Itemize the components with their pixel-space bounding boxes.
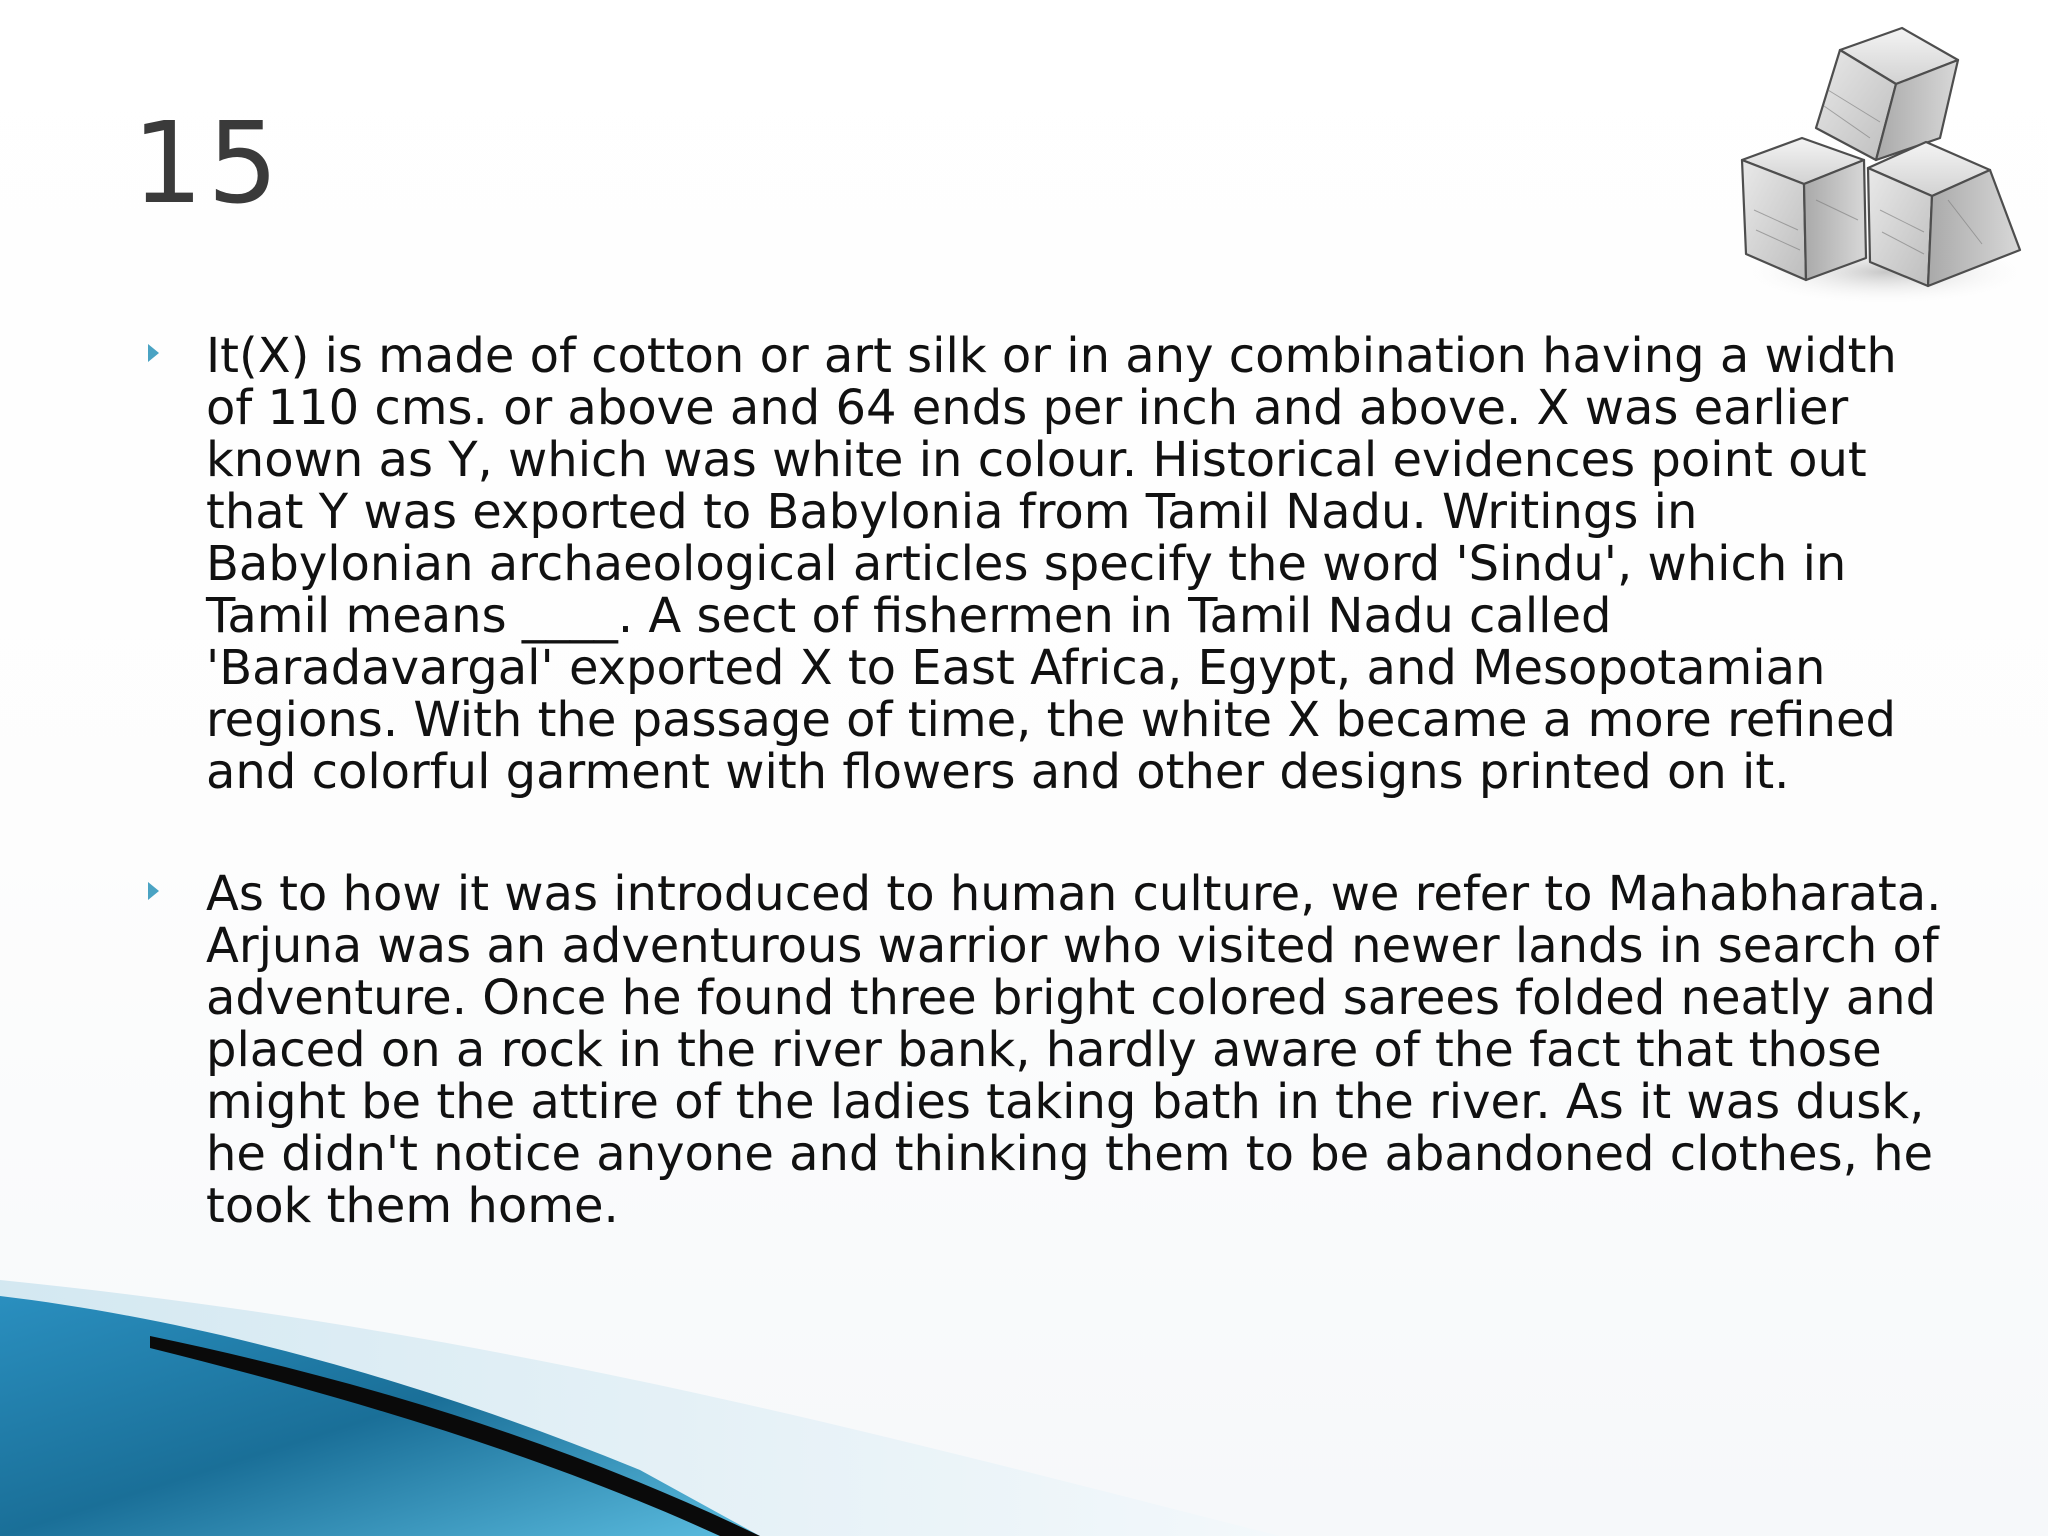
slide-body — [142, 330, 1952, 1232]
bullet-item — [142, 330, 1952, 798]
corner-swoosh-decoration — [0, 1240, 2048, 1536]
bullet-text: It(X) is made of cotton or art silk or in any combination having a width of 110 cms. or above and 64 ends per inch and above. X was earlier known as Y, which was white in colour. Historical evidences point out that Y was exported to Babylonia from Tamil Nadu. Writings in Babylonian archaeological articles specify the word 'Sindu', which in Tamil means ____. A sect of fishermen in Tamil Nadu called 'Baradavargal' exported X to East Africa, Egypt, and Mesopotamian regions. With the passage of time, the white X became a more refined and colorful garment with flowers and other designs printed on it. — [206, 328, 1897, 800]
slide-title: 15 — [132, 99, 283, 229]
triangle-bullet-icon — [148, 344, 159, 362]
bullet-item — [142, 868, 1952, 1232]
triangle-bullet-icon — [148, 882, 159, 900]
bullet-text: As to how it was introduced to human culture, we refer to Mahabharata. Arjuna was an adventurous warrior who visited newer lands in search of adventure. Once he found three bright colored sarees folded neatly and placed on a rock in the river bank, hardly aware of the fact that those might be the attire of the ladies taking bath in the river. As it was dusk, he didn't notice anyone and thinking them to be abandoned clothes, he took them home. — [206, 866, 1942, 1234]
pencil-sketch-cubes-icon — [1720, 10, 2038, 310]
